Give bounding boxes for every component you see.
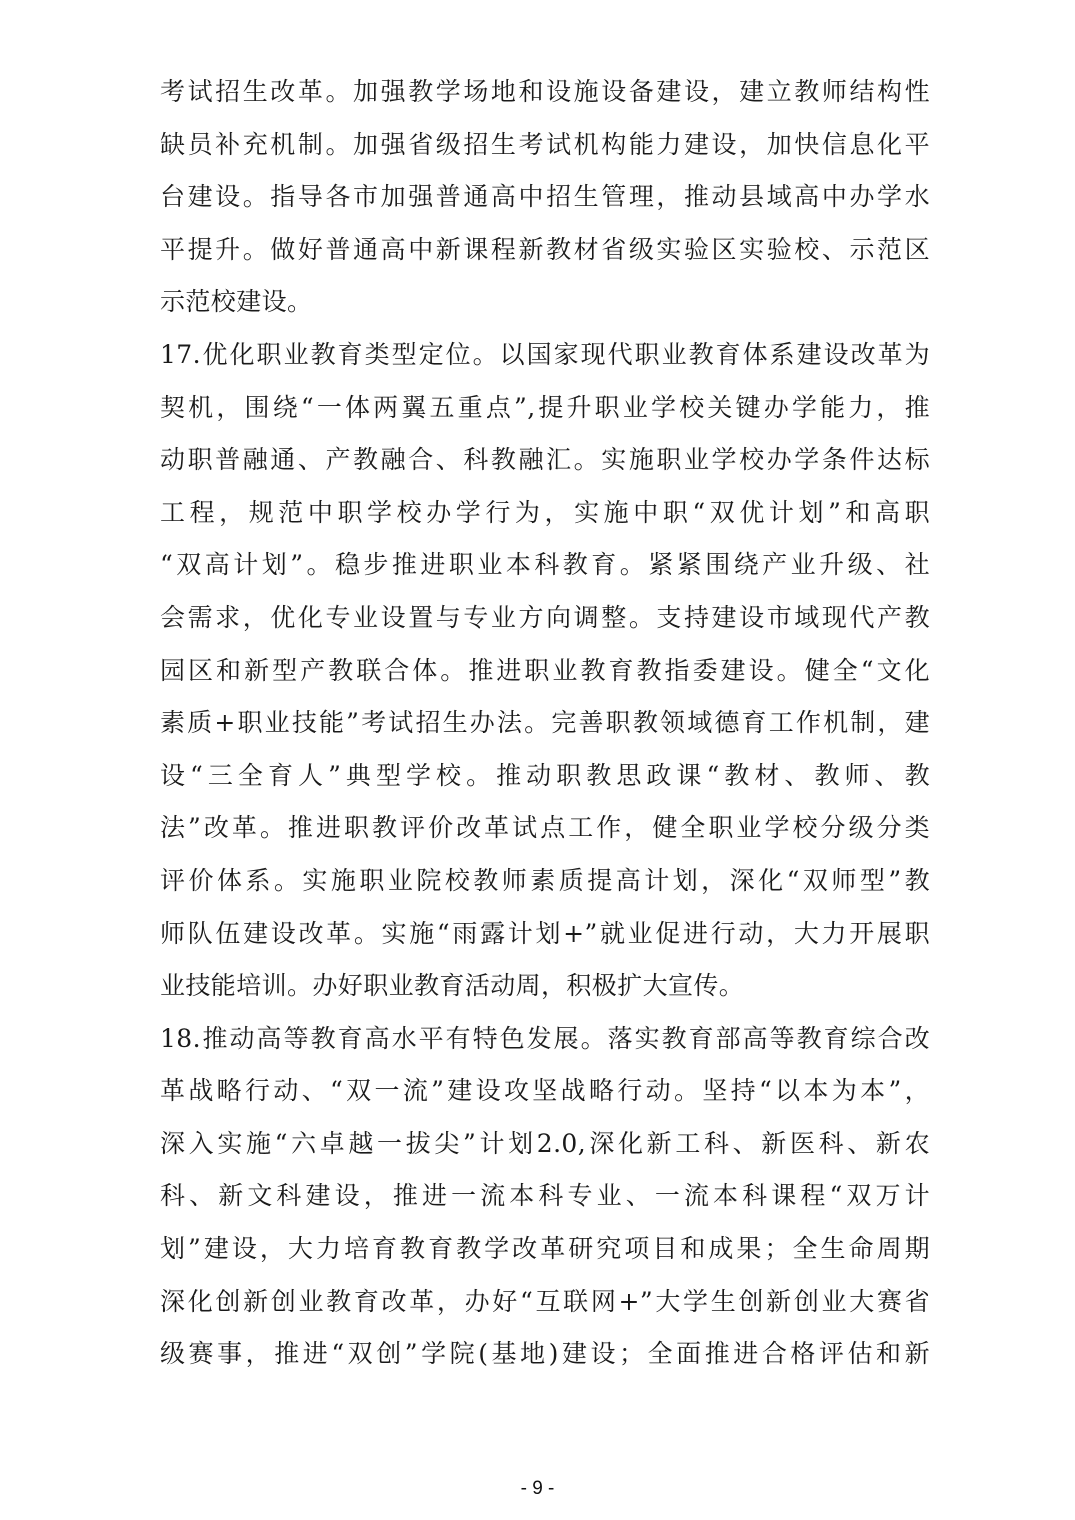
- text-line: 平提升。做好普通高中新课程新教材省级实验区实验校、示范区: [160, 234, 930, 264]
- text-line: “双高计划”。稳步推进职业本科教育。紧紧围绕产业升级、社: [160, 550, 930, 580]
- text-line: 台建设。指导各市加强普通高中招生管理，推动县域高中办学水: [160, 182, 930, 212]
- text-line: 级赛事，推进“双创”学院(基地)建设；全面推进合格评估和新: [160, 1339, 930, 1369]
- text-line: 深化创新创业教育改革，办好“互联网+”大学生创新创业大赛省: [160, 1286, 930, 1316]
- document-body: [160, 66, 930, 1381]
- text-line: 动职普融通、产教融合、科教融汇。实施职业学校办学条件达标: [160, 445, 930, 475]
- text-line: 示范校建设。: [160, 287, 313, 317]
- text-line: 科、新文科建设，推进一流本科专业、一流本科课程“双万计: [160, 1181, 930, 1211]
- text-line: 法”改革。推进职教评价改革试点工作，健全职业学校分级分类: [160, 813, 930, 843]
- text-line: 契机，围绕“一体两翼五重点”,提升职业学校关键办学能力，推: [160, 392, 930, 422]
- text-line: 考试招生改革。加强教学场地和设施设备建设，建立教师结构性: [160, 77, 930, 106]
- text-line: 缺员补充机制。加强省级招生考试机构能力建设，加快信息化平: [160, 129, 930, 159]
- text-line: 素质+职业技能”考试招生办法。完善职教领域德育工作机制，建: [160, 708, 930, 738]
- text-line: 会需求，优化专业设置与专业方向调整。支持建设市域现代产教: [160, 602, 930, 632]
- text-line: 设“三全育人”典型学校。推动职教思政课“教材、教师、教: [160, 760, 930, 790]
- text-line: 划”建设，大力培育教育教学改革研究项目和成果；全生命周期: [160, 1234, 930, 1264]
- page-number: - 9 -: [520, 1478, 555, 1499]
- text-line: 18.推动高等教育高水平有特色发展。落实教育部高等教育综合改: [160, 1023, 930, 1053]
- text-line: 园区和新型产教联合体。推进职业教育教指委建设。健全“文化: [160, 655, 930, 685]
- text-line: 17.优化职业教育类型定位。以国家现代职业教育体系建设改革为: [160, 339, 930, 369]
- text-line: 工程，规范中职学校办学行为，实施中职“双优计划”和高职: [160, 497, 930, 527]
- text-line: 师队伍建设改革。实施“雨露计划+”就业促进行动，大力开展职: [160, 918, 930, 948]
- text-line: 革战略行动、“双一流”建设攻坚战略行动。坚持“以本为本”，: [160, 1076, 930, 1106]
- text-line: 深入实施“六卓越一拔尖”计划2.0,深化新工科、新医科、新农: [160, 1128, 930, 1158]
- text-line: 业技能培训。办好职业教育活动周，积极扩大宣传。: [160, 971, 745, 1001]
- text-line: 评价体系。实施职业院校教师素质提高计划，深化“双师型”教: [160, 865, 930, 895]
